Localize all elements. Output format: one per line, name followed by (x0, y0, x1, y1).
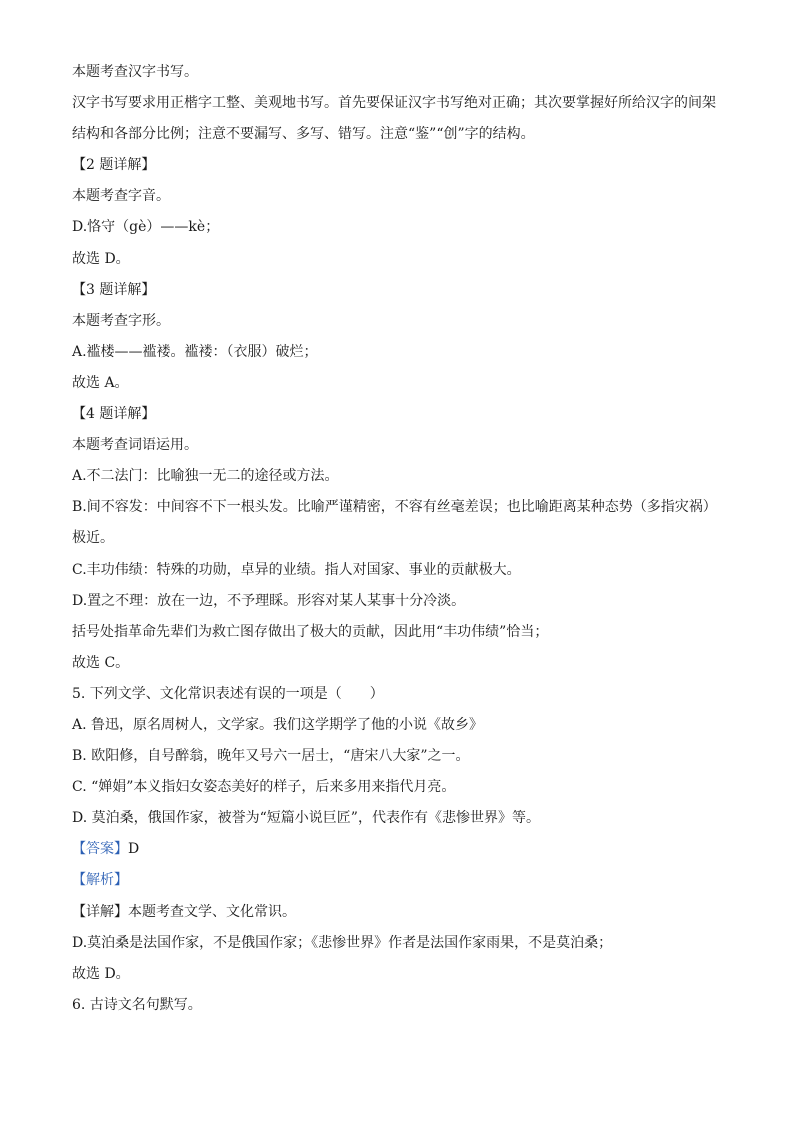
text-line: 故选 D。 (72, 965, 130, 982)
detail-line (72, 902, 732, 922)
text-line: 本题考查字形。 (72, 312, 170, 329)
text-line: 故选 A。 (72, 374, 129, 391)
document-content (72, 62, 732, 1026)
question-5-option-b: B. 欧阳修，自号醉翁，晚年又号六一居士，“唐宋八大家”之一。 (72, 748, 470, 765)
text-line: 故选 C。 (72, 654, 130, 671)
section-heading-3: 【3 题详解】 (72, 281, 156, 298)
text-line: 本题考查词语运用。 (72, 437, 198, 454)
text-line: D.置之不理：放在一边，不予理睬。形容对某人某事十分冷淡。 (72, 592, 466, 609)
text-line: 本题考查字音。 (72, 188, 170, 205)
analysis-tag: 【解析】 (72, 872, 128, 889)
text-line: A.褴楼——褴褛。褴褛：（衣服）破烂； (72, 343, 318, 360)
text-line: B.间不容发：中间容不下一根头发。比喻严谨精密，不容有丝毫差误；也比喻距离某种态势（多指灾祸） (72, 499, 717, 516)
text-line: 极近。 (72, 530, 114, 547)
text-line: C.丰功伟绩：特殊的功勋，卓异的业绩。指人对国家、事业的贡献极大。 (72, 561, 521, 578)
answer-tag: 【答案】 (72, 841, 128, 858)
question-6-stem: 6. 古诗文名句默写。 (72, 996, 202, 1013)
section-heading-4: 【4 题详解】 (72, 406, 156, 423)
text-line: 汉字书写要求用正楷字工整、美观地书写。首先要保证汉字书写绝对正确；其次要掌握好所给汉字的间架 (72, 95, 716, 112)
text-line: 括号处指革命先辈们为救亡图存做出了极大的贡献，因此用“丰功伟绩”恰当； (72, 623, 549, 640)
text-line: 故选 D。 (72, 250, 130, 267)
answer-line (72, 839, 732, 859)
text-line: 本题考查汉字书写。 (72, 64, 198, 80)
detail-text: 本题考查文学、文化常识。 (128, 903, 296, 920)
detail-tag: 【详解】 (72, 903, 128, 920)
question-5-option-c: C. “婵娟”本义指妇女姿态美好的样子，后来多用来指代月亮。 (72, 779, 456, 796)
text-line: A.不二法门：比喻独一无二的途径或方法。 (72, 468, 339, 485)
question-5-stem: 5. 下列文学、文化常识表述有误的一项是（ ） (72, 685, 384, 702)
text-line: 结构和各部分比例；注意不要漏写、多写、错写。注意“鉴”“创”字的结构。 (72, 126, 535, 143)
text-line: D.恪守（gè）——kè； (72, 219, 220, 236)
question-5-option-a: A. 鲁迅，原名周树人，文学家。我们这学期学了他的小说《故乡》 (72, 716, 484, 733)
analysis-line (72, 870, 732, 890)
question-5-option-d: D. 莫泊桑，俄国作家，被誉为“短篇小说巨匠”，代表作有《悲惨世界》等。 (72, 810, 540, 827)
text-line: D.莫泊桑是法国作家，不是俄国作家；《悲惨世界》作者是法国作家雨果，不是莫泊桑； (72, 934, 613, 951)
section-heading-2: 【2 题详解】 (72, 157, 156, 174)
answer-value: D (128, 841, 140, 858)
